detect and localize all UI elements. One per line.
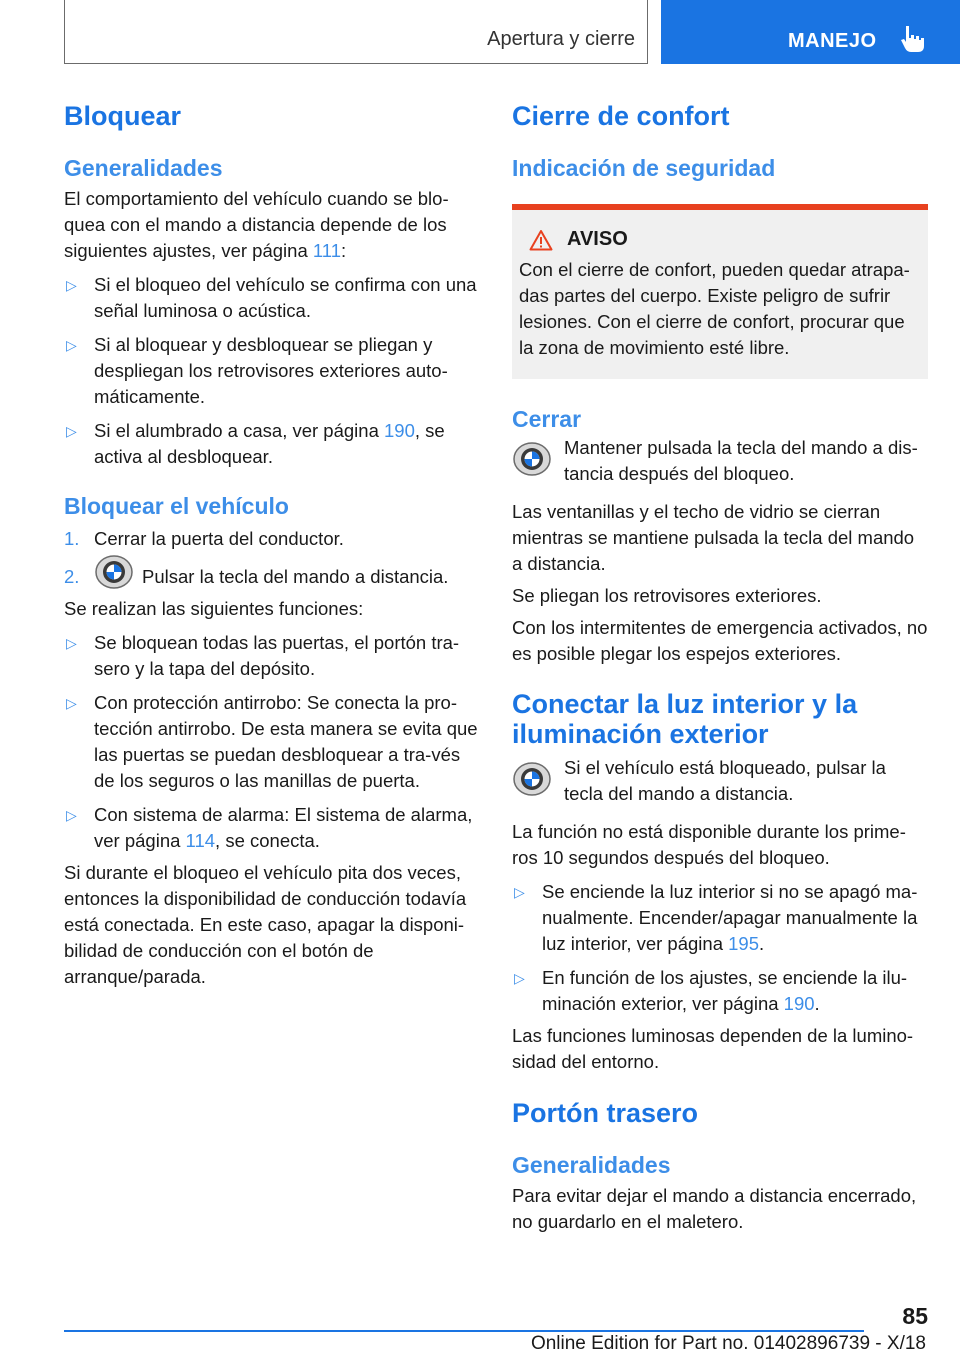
- triangle-bullet-icon: ▷: [514, 884, 525, 900]
- page-link[interactable]: 111: [312, 240, 341, 261]
- page-link[interactable]: 114: [185, 830, 216, 852]
- page-link[interactable]: 190: [783, 993, 815, 1014]
- paragraph-pita: Si durante el bloqueo el vehículo pita dos veces, entonces la disponibilidad de conducción todavía está conectada. En este caso, apagar la disponi-bilidad de conducción con el botón de arranque/parada.: [64, 862, 467, 988]
- list-item: ▷ Si al bloquear y desbloquear se pliegan y despliegan los retrovisores exteriores auto-máticamente.: [66, 334, 448, 407]
- triangle-bullet-icon: ▷: [514, 970, 525, 986]
- page-link[interactable]: 190: [384, 420, 415, 441]
- list-item: ▷ Si el alumbrado a casa, ver página 190, se activa al desbloquear.: [66, 420, 445, 467]
- triangle-bullet-icon: ▷: [66, 635, 77, 652]
- triangle-bullet-icon: ▷: [66, 423, 77, 439]
- heading-conectar-luz: Conectar la luz interior y la iluminación exterior: [512, 689, 858, 749]
- triangle-bullet-icon: ▷: [66, 807, 77, 824]
- warning-box: [512, 204, 928, 379]
- heading-generalidades: Generalidades: [64, 155, 223, 181]
- bmw-key-icon: [512, 761, 552, 797]
- list-item: ▷ Se enciende la luz interior si no se apagó ma-nualmente. Encender/apagar manualmente la luz interior, ver página 195.: [514, 881, 918, 954]
- left-column: [64, 100, 480, 990]
- paragraph-intermitentes: Con los intermitentes de emergencia activados, no es posible plegar los espejos exteriores.: [512, 617, 928, 664]
- functions-list: [64, 630, 480, 854]
- paragraph-luminosas: Las funciones luminosas dependen de la lumino-sidad del entorno.: [512, 1025, 914, 1072]
- settings-list: [64, 272, 480, 470]
- heading-cierre-confort: Cierre de confort: [512, 101, 730, 131]
- heading-generalidades-2: Generalidades: [512, 1152, 671, 1178]
- cerrar-icon-paragraph: Mantener pulsada la tecla del mando a dis-tancia después del bloqueo.: [512, 435, 928, 487]
- header-tab-manejo[interactable]: [661, 0, 960, 64]
- heading-bloquear-vehiculo: Bloquear el vehículo: [64, 493, 289, 519]
- warning-triangle-icon: [529, 229, 553, 251]
- heading-cerrar: Cerrar: [512, 406, 582, 432]
- light-list: [512, 879, 928, 1017]
- paragraph-evitar: Para evitar dejar el mando a distancia encerrado, no guardarlo en el maletero.: [512, 1185, 917, 1232]
- warning-text: Con el cierre de confort, pueden quedar atrapa-das partes del cuerpo. Existe peligro de sufrir lesiones. Con el cierre de confort, procurar que la zona de movimiento esté libre.: [519, 259, 910, 358]
- list-item: ▷ Con protección antirrobo: Se conecta la pro-tección antirrobo. De esta manera se evita que las puertas se puedan desbloquear a tra-vés de los seguros o las manillas de puerta.: [66, 692, 478, 792]
- heading-porton-trasero: Portón trasero: [512, 1098, 699, 1128]
- footer-edition: Online Edition for Part no. 01402896739 - X/18: [530, 1333, 926, 1354]
- paragraph-pliegan: Se pliegan los retrovisores exteriores.: [512, 585, 822, 606]
- list-item: ▷ En función de los ajustes, se enciende la ilu-minación exterior, ver página 190.: [514, 967, 908, 1014]
- conectar-icon-paragraph: Si el vehículo está bloqueado, pulsar la tecla del mando a distancia.: [512, 755, 928, 807]
- hand-pointer-icon: [897, 24, 927, 54]
- header-section-title: Apertura y cierre: [487, 28, 635, 50]
- list-item: ▷ Si el bloqueo del vehículo se confirma con una señal luminosa o acústica.: [66, 274, 477, 321]
- paragraph-funciones: Se realizan las siguientes funciones:: [64, 598, 364, 620]
- paragraph-funcion: La función no está disponible durante los prime-ros 10 segundos después del bloqueo.: [512, 821, 906, 868]
- page-link[interactable]: 195: [728, 933, 760, 954]
- paragraph-ventanillas: Las ventanillas y el techo de vidrio se cierran mientras se mantiene pulsada la tecla del mando a distancia.: [512, 501, 915, 574]
- header-tab-label: MANEJO: [788, 30, 877, 52]
- page-number: 85: [902, 1303, 928, 1329]
- right-column: [512, 100, 928, 1235]
- triangle-bullet-icon: ▷: [66, 277, 77, 293]
- heading-indicacion: Indicación de seguridad: [512, 155, 776, 181]
- list-item: ▷ Se bloquean todas las puertas, el portón tra-sero y la tapa del depósito.: [66, 632, 460, 680]
- steps-list: [64, 526, 480, 590]
- warning-title: AVISO: [529, 228, 921, 251]
- bmw-key-icon: [94, 554, 134, 590]
- triangle-bullet-icon: ▷: [66, 337, 77, 353]
- heading-bloquear: Bloquear: [64, 101, 182, 131]
- paragraph-comportamiento: El comportamiento del vehículo cuando se blo-quea con el mando a distancia depende de los siguientes ajustes, ver página 111:: [64, 188, 449, 261]
- bmw-key-icon: [512, 441, 552, 477]
- list-item: ▷ Con sistema de alarma: El sistema de alarma, ver página 114, se conecta.: [66, 804, 473, 852]
- triangle-bullet-icon: ▷: [66, 695, 77, 712]
- step-item: 1. Cerrar la puerta del conductor.: [64, 528, 344, 549]
- step-item: 2. Pulsar la tecla del mando a distancia.: [64, 564, 480, 590]
- header-section-box: [64, 0, 648, 64]
- footer-divider: [64, 1330, 864, 1332]
